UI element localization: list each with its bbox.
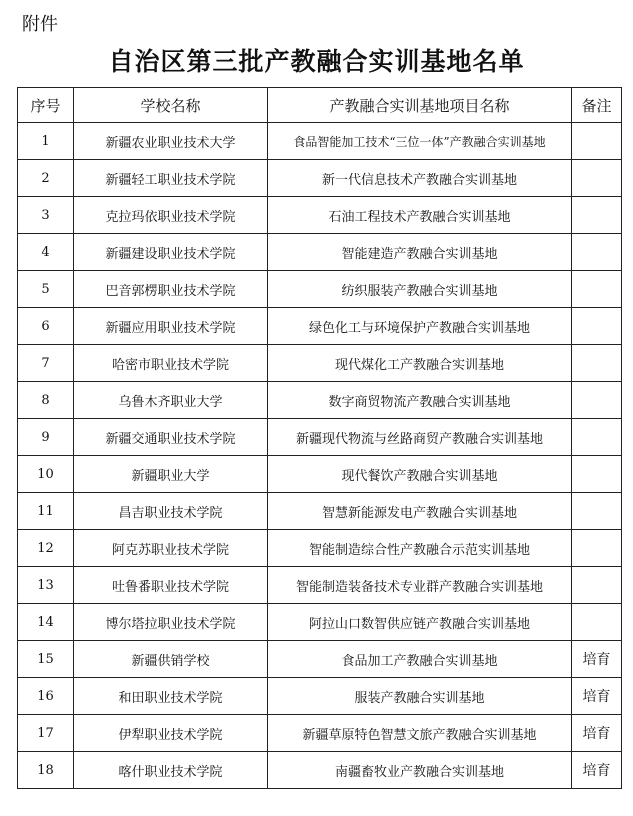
school-name: 新疆交通职业技术学院 [74, 419, 268, 456]
table-row [18, 345, 622, 382]
school-name: 昌吉职业技术学院 [74, 493, 268, 530]
note-cell [572, 271, 622, 308]
row-number: 6 [18, 308, 74, 345]
attachment-label: 附件 [22, 14, 58, 35]
table-row [18, 160, 622, 197]
note-cell: 培育 [572, 752, 622, 789]
row-number: 9 [18, 419, 74, 456]
project-name: 食品加工产教融合实训基地 [268, 641, 572, 678]
table-row [18, 456, 622, 493]
row-number: 1 [18, 123, 74, 160]
column-header-number: 序号 [18, 88, 74, 123]
note-cell [572, 197, 622, 234]
document-title: 自治区第三批产教融合实训基地名单 [108, 47, 525, 76]
table-row [18, 271, 622, 308]
note-cell [572, 456, 622, 493]
project-name: 南疆畜牧业产教融合实训基地 [268, 752, 572, 789]
school-name: 新疆应用职业技术学院 [74, 308, 268, 345]
school-name: 克拉玛依职业技术学院 [74, 197, 268, 234]
project-name: 纺织服装产教融合实训基地 [268, 271, 572, 308]
table-row [18, 530, 622, 567]
project-name: 新疆草原特色智慧文旅产教融合实训基地 [268, 715, 572, 752]
school-name: 阿克苏职业技术学院 [74, 530, 268, 567]
base-list-table [17, 87, 622, 789]
school-name: 和田职业技术学院 [74, 678, 268, 715]
table-row [18, 715, 622, 752]
table-row [18, 308, 622, 345]
table-row [18, 493, 622, 530]
row-number: 4 [18, 234, 74, 271]
table-row [18, 234, 622, 271]
project-name: 现代餐饮产教融合实训基地 [268, 456, 572, 493]
school-name: 乌鲁木齐职业大学 [74, 382, 268, 419]
column-header-project: 产教融合实训基地项目名称 [268, 88, 572, 123]
project-name: 智能制造装备技术专业群产教融合实训基地 [268, 567, 572, 604]
note-cell [572, 567, 622, 604]
note-cell: 培育 [572, 715, 622, 752]
school-name: 新疆轻工职业技术学院 [74, 160, 268, 197]
row-number: 10 [18, 456, 74, 493]
project-name: 食品智能加工技术“三位一体”产教融合实训基地 [268, 123, 572, 160]
school-name: 吐鲁番职业技术学院 [74, 567, 268, 604]
project-name: 阿拉山口数智供应链产教融合实训基地 [268, 604, 572, 641]
project-name: 智能建造产教融合实训基地 [268, 234, 572, 271]
project-name: 现代煤化工产教融合实训基地 [268, 345, 572, 382]
school-name: 伊犁职业技术学院 [74, 715, 268, 752]
note-cell [572, 308, 622, 345]
note-cell [572, 530, 622, 567]
column-header-note: 备注 [572, 88, 622, 123]
note-cell [572, 382, 622, 419]
school-name: 新疆职业大学 [74, 456, 268, 493]
note-cell [572, 604, 622, 641]
table-row [18, 197, 622, 234]
row-number: 14 [18, 604, 74, 641]
school-name: 新疆农业职业技术大学 [74, 123, 268, 160]
row-number: 13 [18, 567, 74, 604]
project-name: 新疆现代物流与丝路商贸产教融合实训基地 [268, 419, 572, 456]
row-number: 5 [18, 271, 74, 308]
row-number: 8 [18, 382, 74, 419]
project-name: 智慧新能源发电产教融合实训基地 [268, 493, 572, 530]
project-name: 数字商贸物流产教融合实训基地 [268, 382, 572, 419]
row-number: 11 [18, 493, 74, 530]
note-cell [572, 345, 622, 382]
table-row [18, 604, 622, 641]
note-cell [572, 123, 622, 160]
school-name: 博尔塔拉职业技术学院 [74, 604, 268, 641]
note-cell: 培育 [572, 641, 622, 678]
row-number: 3 [18, 197, 74, 234]
project-name: 新一代信息技术产教融合实训基地 [268, 160, 572, 197]
project-name: 绿色化工与环境保护产教融合实训基地 [268, 308, 572, 345]
school-name: 喀什职业技术学院 [74, 752, 268, 789]
table-row [18, 752, 622, 789]
table-row [18, 382, 622, 419]
note-cell [572, 160, 622, 197]
row-number: 15 [18, 641, 74, 678]
table-row [18, 123, 622, 160]
project-name: 石油工程技术产教融合实训基地 [268, 197, 572, 234]
row-number: 7 [18, 345, 74, 382]
row-number: 17 [18, 715, 74, 752]
table-row [18, 678, 622, 715]
school-name: 新疆供销学校 [74, 641, 268, 678]
project-name: 服装产教融合实训基地 [268, 678, 572, 715]
project-name: 智能制造综合性产教融合示范实训基地 [268, 530, 572, 567]
table-row [18, 641, 622, 678]
school-name: 哈密市职业技术学院 [74, 345, 268, 382]
row-number: 12 [18, 530, 74, 567]
note-cell: 培育 [572, 678, 622, 715]
note-cell [572, 234, 622, 271]
note-cell [572, 419, 622, 456]
school-name: 新疆建设职业技术学院 [74, 234, 268, 271]
table-header-row [18, 88, 622, 123]
school-name: 巴音郭楞职业技术学院 [74, 271, 268, 308]
column-header-school: 学校名称 [74, 88, 268, 123]
row-number: 16 [18, 678, 74, 715]
table-row [18, 419, 622, 456]
row-number: 18 [18, 752, 74, 789]
note-cell [572, 493, 622, 530]
row-number: 2 [18, 160, 74, 197]
table-row [18, 567, 622, 604]
